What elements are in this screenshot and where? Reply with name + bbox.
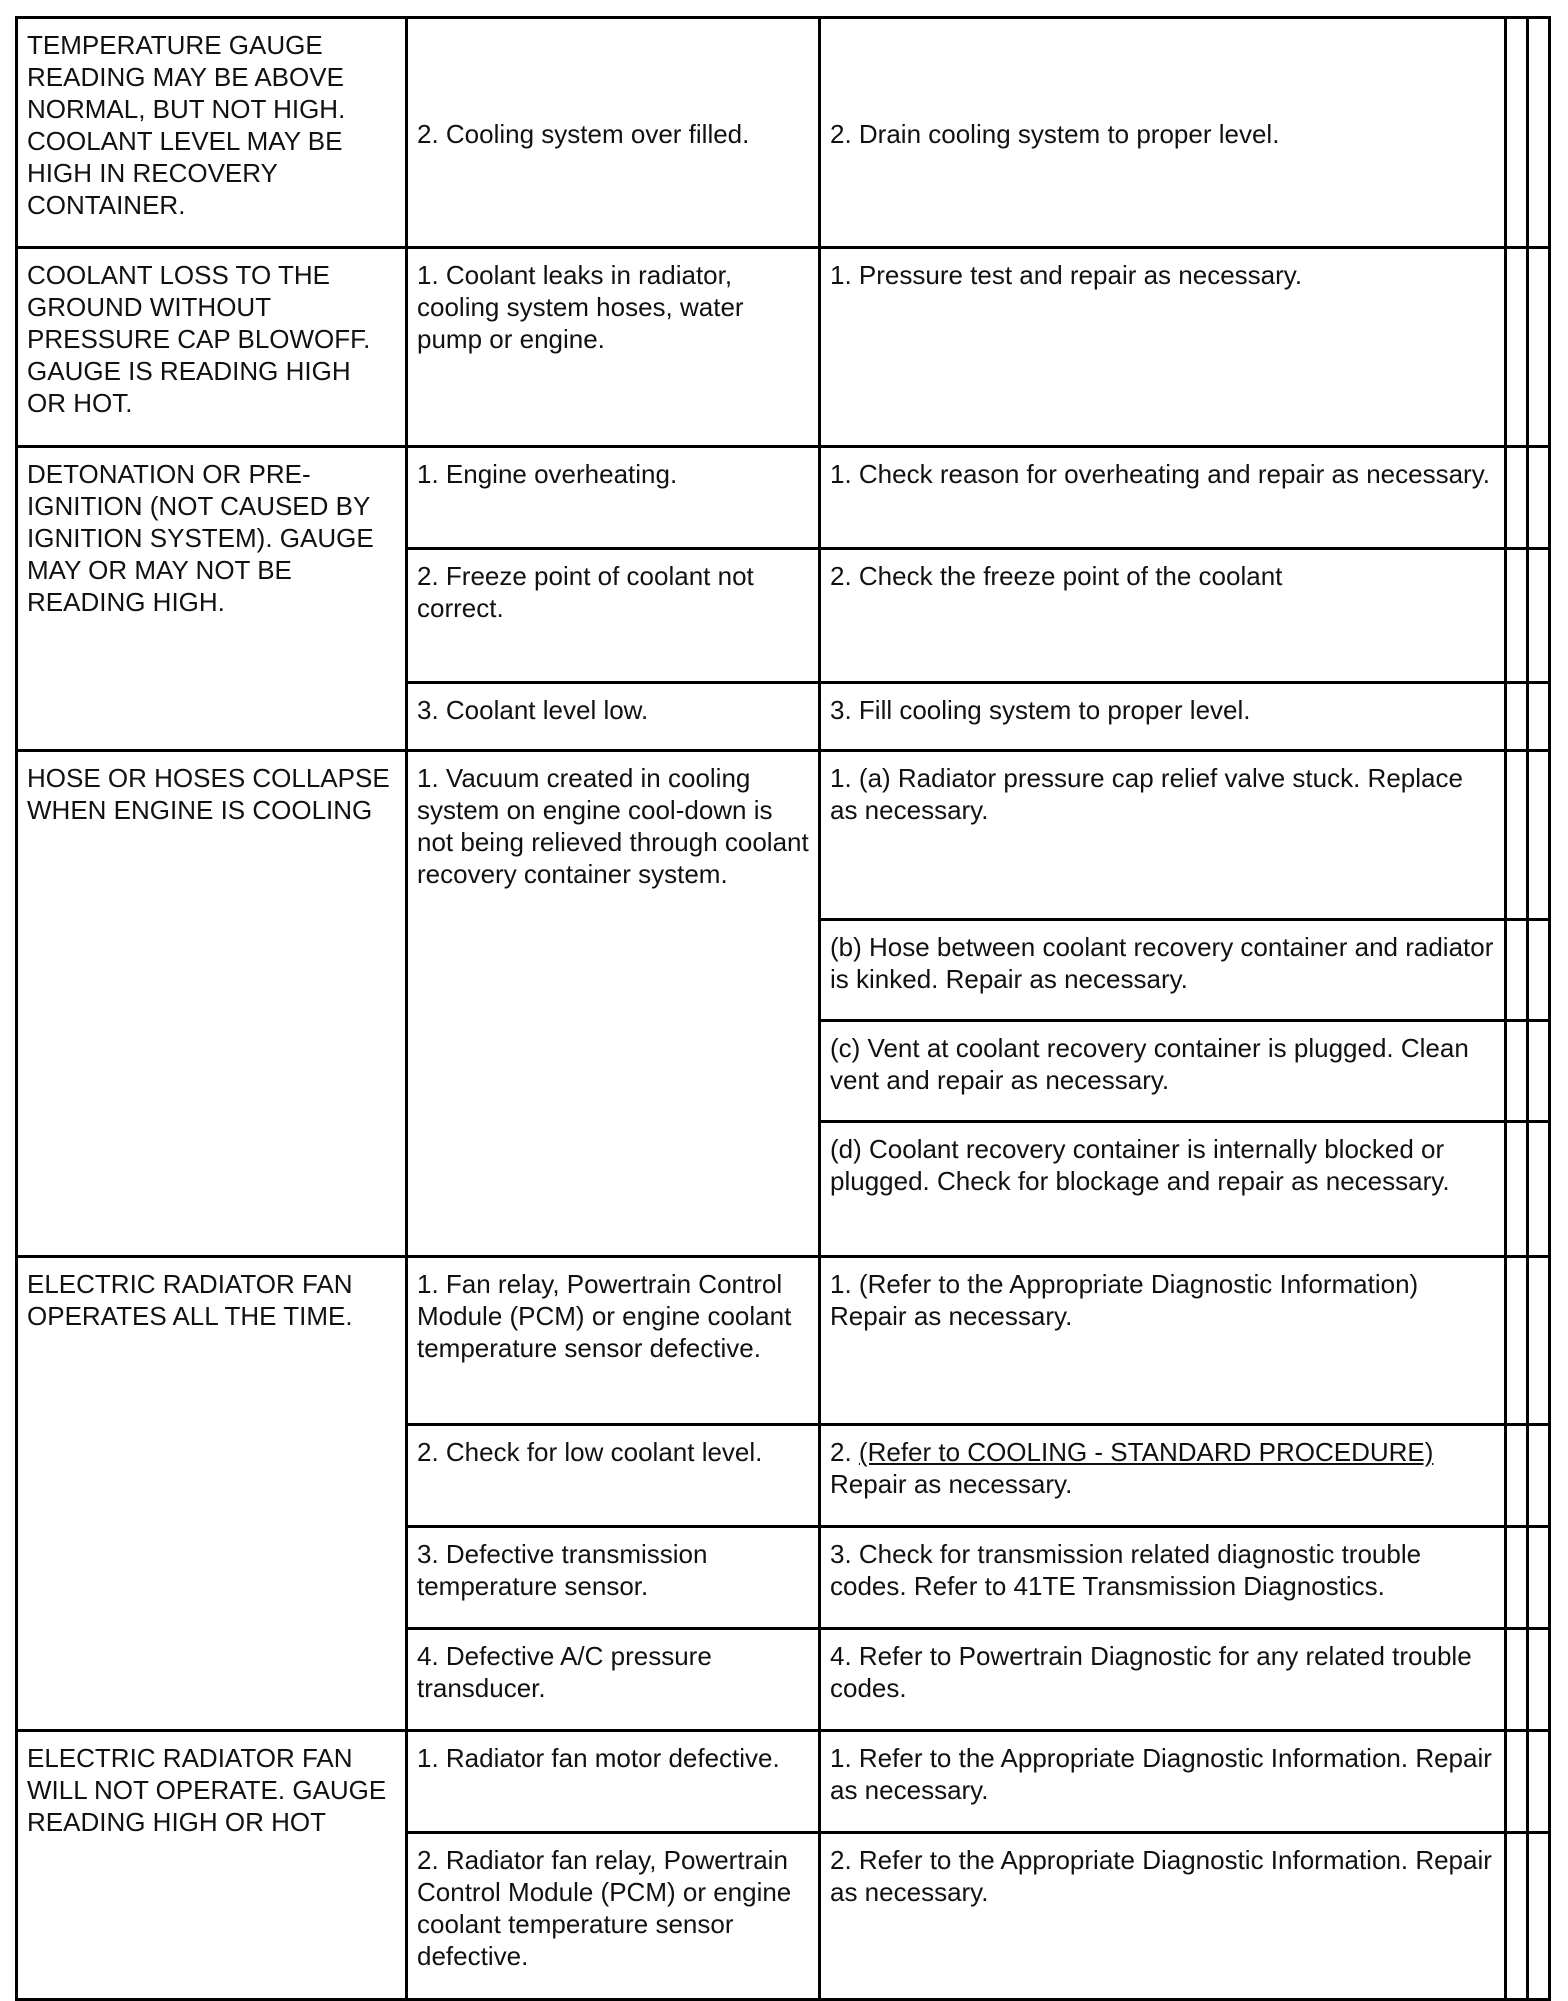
margin-cell [1506,549,1528,683]
margin-cell [1506,1122,1528,1257]
correction-cell: 4. Refer to Powertrain Diagnostic for any related trouble codes. [820,1629,1506,1731]
correction-suffix: Repair as necessary. [830,1469,1073,1499]
correction-cell: 1. Pressure test and repair as necessary. [820,248,1506,447]
margin-cell [1506,1257,1528,1425]
correction-prefix: 2. [830,1437,859,1467]
condition-cell: ELECTRIC RADIATOR FAN WILL NOT OPERATE. GAUGE READING HIGH OR HOT [17,1731,407,2000]
correction-cell: (b) Hose between coolant recovery container and radiator is kinked. Repair as necessary. [820,920,1506,1021]
cause-cell: 1. Fan relay, Powertrain Control Module (PCM) or engine coolant temperature sensor defective. [407,1257,820,1425]
correction-cell: 3. Check for transmission related diagnostic trouble codes. Refer to 41TE Transmission Diagnostics. [820,1527,1506,1629]
cause-cell: 3. Coolant level low. [407,683,820,751]
cause-cell: 1. Engine overheating. [407,447,820,549]
margin-cell [1528,549,1550,683]
condition-cell: ELECTRIC RADIATOR FAN OPERATES ALL THE TIME. [17,1257,407,1731]
correction-cell: 1. Refer to the Appropriate Diagnostic Information. Repair as necessary. [820,1731,1506,1833]
margin-cell [1506,248,1528,447]
condition-cell: HOSE OR HOSES COLLAPSE WHEN ENGINE IS COOLING [17,751,407,1257]
margin-cell [1506,683,1528,751]
cause-cell: 1. Coolant leaks in radiator, cooling system hoses, water pump or engine. [407,248,820,447]
margin-cell [1528,920,1550,1021]
margin-cell [1506,1629,1528,1731]
table-row [17,751,1550,920]
table-row [17,1731,1550,1833]
margin-cell [1506,1425,1528,1527]
cause-cell: 1. Vacuum created in cooling system on engine cool-down is not being relieved through coolant recovery container system. [407,751,820,1257]
margin-cell [1506,1527,1528,1629]
margin-cell [1506,1731,1528,1833]
margin-cell [1528,447,1550,549]
margin-cell [1528,1527,1550,1629]
correction-cell: 1. Check reason for overheating and repair as necessary. [820,447,1506,549]
cause-cell: 2. Check for low coolant level. [407,1425,820,1527]
cooling-standard-procedure-link[interactable]: (Refer to COOLING - STANDARD PROCEDURE) [858,1437,1434,1467]
correction-cell: 1. (Refer to the Appropriate Diagnostic Information) Repair as necessary. [820,1257,1506,1425]
margin-cell [1528,683,1550,751]
cause-cell: 2. Cooling system over filled. [407,18,820,248]
margin-cell [1528,1425,1550,1527]
correction-cell [820,1425,1506,1527]
margin-cell [1506,920,1528,1021]
margin-cell [1506,1833,1528,2000]
margin-cell [1506,447,1528,549]
margin-cell [1528,1731,1550,1833]
margin-cell [1528,1257,1550,1425]
correction-cell: (c) Vent at coolant recovery container is plugged. Clean vent and repair as necessary. [820,1021,1506,1122]
table-row [17,1257,1550,1425]
margin-cell [1528,1021,1550,1122]
cause-cell: 1. Radiator fan motor defective. [407,1731,820,1833]
condition-cell: TEMPERATURE GAUGE READING MAY BE ABOVE NORMAL, BUT NOT HIGH. COOLANT LEVEL MAY BE HIGH IN RECOVERY CONTAINER. [17,18,407,248]
cause-cell: 2. Radiator fan relay, Powertrain Control Module (PCM) or engine coolant temperature sensor defective. [407,1833,820,2000]
diagnosis-table [15,16,1551,2001]
margin-cell [1506,1021,1528,1122]
correction-cell: 2. Drain cooling system to proper level. [820,18,1506,248]
margin-cell [1528,1122,1550,1257]
condition-cell: COOLANT LOSS TO THE GROUND WITHOUT PRESSURE CAP BLOWOFF. GAUGE IS READING HIGH OR HOT. [17,248,407,447]
correction-cell: 2. Check the freeze point of the coolant [820,549,1506,683]
cause-cell: 2. Freeze point of coolant not correct. [407,549,820,683]
condition-cell: DETONATION OR PRE-IGNITION (NOT CAUSED BY IGNITION SYSTEM). GAUGE MAY OR MAY NOT BE READING HIGH. [17,447,407,751]
margin-cell [1528,751,1550,920]
margin-cell [1506,751,1528,920]
table-row [17,248,1550,447]
correction-cell: 1. (a) Radiator pressure cap relief valve stuck. Replace as necessary. [820,751,1506,920]
margin-cell [1528,18,1550,248]
margin-cell [1528,248,1550,447]
margin-cell [1528,1833,1550,2000]
table-row [17,447,1550,549]
margin-cell [1528,1629,1550,1731]
correction-cell: (d) Coolant recovery container is internally blocked or plugged. Check for blockage and repair as necessary. [820,1122,1506,1257]
correction-cell: 2. Refer to the Appropriate Diagnostic Information. Repair as necessary. [820,1833,1506,2000]
table-row [17,18,1550,248]
cause-cell: 3. Defective transmission temperature sensor. [407,1527,820,1629]
margin-cell [1506,18,1528,248]
cause-cell: 4. Defective A/C pressure transducer. [407,1629,820,1731]
correction-cell: 3. Fill cooling system to proper level. [820,683,1506,751]
